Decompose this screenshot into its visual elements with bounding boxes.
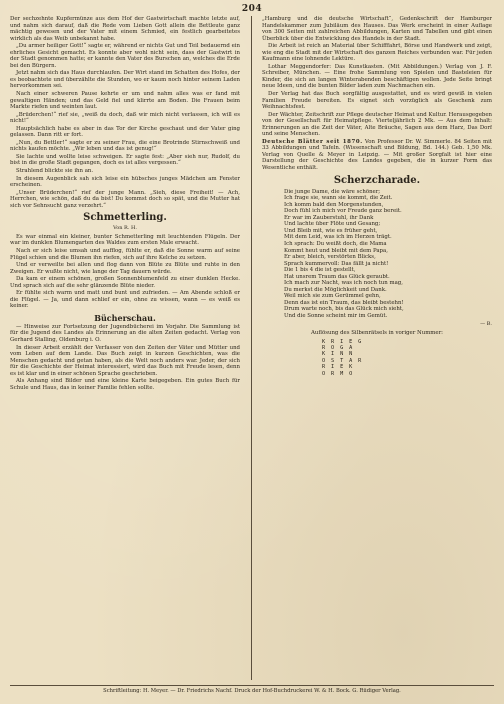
poem-line: Die 1 bis 4 die ist gestellt, (284, 267, 356, 274)
story-paragraph: Sie lachte und wollte leise schweigen. Er sagte fest: „Aber sieh nur, Rudolf, du bist in die große Stadt gegangen, doch es ist alles vergessen.“ (10, 153, 240, 167)
riddle-poem (284, 189, 492, 320)
section-paragraph: Und er verweilte bei allen und flog dann von Blüte zu Blüte und ruhte in den Zweigen. Er wußte nicht, wie lange der Tag dauern würde. (10, 262, 240, 275)
poem-line: Kommt heut und bleibt mit dem Papa, (284, 247, 388, 254)
answer-row: O S T A R (322, 357, 363, 364)
story-paragraph: Jetzt nahm sich das Haus durchlaufen. Der Wirt stand im Schatten des Hofes, der es beobachtete und überzählte die Stunden, wo er kaum noch hinter seinem Laden hervorkommen sei. (10, 70, 240, 90)
story-paragraph: „Nun, du Bettler!“ sagte er zu seiner Frau, die eine Brotrinde Stirnschweiß und nichts kaufen möchte. „Wir leben und das ist genug!“ (10, 139, 240, 153)
riddle-answer-title: Auflösung des Silbenrätsels in voriger Nummer: (311, 330, 443, 337)
poem-line: Und die Sonne scheint mir im Gemüt. (284, 312, 388, 319)
review-paragraph: „Hamburg und die deutsche Wirtschaft“, Gedenkschrift der Hamburger Handelskammer zum Jubiläum des Hauses. Das Werk erscheint in einer Auflage von 300 Seiten mit zahlreichen Abbildungen, Karten und Tabellen und gibt einen Überblick über die Entwicklung des Handels in der Stadt. (262, 16, 492, 42)
notice-title: Deutsche Blätter seit 1870. (262, 138, 363, 145)
poem-line: Und Bleib mit, wie es früher geht, (284, 227, 378, 234)
section-title-buecherschau: Bücherschau. (94, 312, 156, 323)
section-byline: Von R. H. (113, 225, 137, 232)
story-paragraph: In diesem Augenblick sah sich leise ein hübsches junges Mädchen am Fenster erscheinen. (10, 175, 240, 189)
answer-row: R O G A (322, 345, 354, 352)
answer-row: R I E K (322, 364, 354, 371)
story-paragraph: „Unser Brüderchen!“ rief der junge Mann. „Sieh, diese Freiheit! — Ach, Herrchen, wie schön, daß du da bist! Du kommst doch so spät, und die Mutter hat sich vor Sehnsucht ganz verzehrt.“ (10, 189, 240, 209)
footer-imprint: Schriftleitung: H. Meyer. — Dr. Friedrichs Nachf. Druck der Hof-Buchdruckerei W. & H. Bock. G. Rüdiger Verlag. (10, 685, 494, 696)
review-paragraph: — Hinweise zur Fortsetzung der Jugendbücherei im Vorjahr. Die Sammlung ist für die Jugend des Landes als Erinnerung an die alten Zeiten gedacht. Verlag von Gerhard Stalling, Oldenburg i. O. (10, 323, 240, 343)
riddle-answer-grid (322, 339, 432, 377)
answer-row: K R I E G (322, 338, 363, 345)
poem-line: Hat unsrem Traum das Glück geraubt. (284, 273, 390, 280)
poem-line: Du merkst die Möglichkeit und Dank. (284, 286, 387, 293)
review-paragraph: Als Anhang sind Bilder und eine kleine Karte beigegeben. Ein gutes Buch für Schule und Haus, das in keiner Familie fehlen sollte. (10, 378, 240, 391)
section-paragraph: Nach er sich leise umsah und aufflog, fühlte er, daß die Sonne warm auf seine Flügel schien und die Blumen ihn riefen, sich auf ihre Kelche zu setzen. (10, 247, 240, 261)
section-paragraph: Er fühlte sich warm und matt und bunt und zufrieden. — Am Abende schloß er die Flügel. — Ja, und dann schlief er ein, ohne zu wissen, wann — es weiß es keiner. (10, 290, 240, 310)
notice-paragraph (262, 139, 492, 172)
section-title-scherzcharade: Scherzcharade. (333, 174, 421, 186)
review-paragraph: Lothar Meggendorfer: Das Kunstkasten. (Mit Abbildungen.) Verlag von J. F. Schreiber, München. — Eine frohe Sammlung von Spielen und Basteleien für Kinder, die sich an langen Winterabenden beschäftigen wollen. Jede Seite bringt neue Ideen, und die bunten Bilder laden zum Nachmachen ein. (262, 63, 492, 90)
poem-line: Doch fühl ich mich vor Freude ganz bereit. (284, 208, 402, 215)
poem-line: Er war im Zauberstuhl, ihr Dank (284, 214, 374, 221)
right-column (262, 16, 492, 680)
column-divider (251, 16, 252, 680)
section-title-schmetterling: Schmetterling. (83, 212, 167, 224)
story-paragraph: „Brüderchen!“ rief sie, „weiß du doch, daß wir mich nicht verlassen, ich will es nicht!“ (10, 111, 240, 125)
poem-line: Mit dem Leid, was ich im Herzen trägt. (284, 234, 392, 241)
review-paragraph: Die Arbeit ist reich an Material über Schifffahrt, Börse und Handwerk und zeigt, wie eng die Stadt mit der Wirtschaft des ganzen Reiches verbunden war. Für jeden Kaufmann eine lohnende Lektüre. (262, 43, 492, 63)
page-number: 204 (241, 4, 263, 14)
answer-row: K I N N (322, 351, 354, 358)
poem-line: Und lachte über Flöte und Gesang; (284, 221, 381, 228)
section-paragraph: Da kam er einem schönen, großen Sonnenblumenfeld zu einer dunklen Hecke. Und sprach sich auf die sehr glänzende Blüte nieder. (10, 276, 240, 289)
poem-line: Denn das ist ein Traum, das bleibt bestehn! (284, 299, 404, 306)
story-paragraph: „Du armer heiliger Gott!“ sagte er, während er nichts Gut und Teil bedauernd ein ehrliches Gesicht gemacht. Es konnte aber wohl nicht sein, dass der Gastwirt in der Stadt genommen hatte; er kannte den Vater des Burschen an, welches die Erde bei den Bürgern. (10, 43, 240, 69)
review-paragraph: Der Verlag hat das Buch sorgfältig ausgestattet, und es wird gewiß in vielen Familien Freude bereiten. Es eignet sich vorzüglich als Geschenk zum Weihnachtsfest. (262, 91, 492, 111)
story-paragraph: Nach einer schweren Pause kehrte er um und nahm alles was er fand mit gewaltigen Händen; und das Geld fiel und klirrte am Boden. Die Frauen beim Markte riefen und weinten laut. (10, 91, 240, 111)
story-paragraph: Der sechzehnte Kupfermünze aus dem Hof der Gastwirtschaft machte letzte auf, und nahm sich darauf, daß die Rede vom Lieben Gott allein die Bettleute ganz mächtig gewesen und der Vater mit einem Schmied, ein festlich gearbeitetes wirklich als das Weib unbekannt habe. (10, 16, 240, 42)
poem-line: Ich komm bald den Morgenstunden, (284, 201, 384, 208)
section-paragraph: Es war einmal ein kleiner, bunter Schmetterling mit leuchtenden Flügeln. Der war im dunklen Blumengarten des Waldes zum ersten Male erwacht. (10, 233, 240, 247)
poem-line: Die junge Dame, die wäre schöner; (284, 188, 381, 195)
riddle-attribution: — B. (480, 320, 492, 327)
review-paragraph: Der Wächter, Zeitschrift zur Pflege deutscher Heimat und Kultur. Herausgegeben von der Gesellschaft für Heimatpflege. Vierteljährlich 2 Mk. — Aus dem Inhalt: Erinnerungen an die Zeit der Väter, Alte Bräuche, Sagen aus dem Harz, Das Dorf und seine Menschen. (262, 111, 492, 138)
notice-text: Von Professor Dr. W. Simmerle. 84 Seiten mit 33 Abbildungen und Tafeln. (Wissenschaft und Bildung, Bd. 144.) Geb. 1,50 Mk. Verlag von Quelle & Meyer in Leipzig. — Mit großer Sorgfalt ist hier eine Darstellung der Geschichte des Landes gegeben, die in kurzer Form das Wesentliche enthält. (262, 138, 492, 172)
left-column (10, 16, 240, 680)
review-paragraph: In dieser Arbeit erzählt der Verfasser von den Zeiten der Väter und Mütter und vom Leben auf dem Lande. Das Buch zeigt in kurzen Geschichten, was die Menschen gedacht und getan haben, als die Welt noch anders war. Jeder, der sich für die Geschichte der Heimat interessiert, wird das Buch mit Freude lesen, denn es ist klar und in einer schönen Sprache geschrieben. (10, 344, 240, 377)
story-paragraph: Strahlend blickte sie ihn an. (16, 168, 94, 175)
answer-row: O R M O (322, 370, 354, 377)
poem-line: Sprach kummervoll: Das fällt ja nicht! (284, 260, 389, 267)
poem-line: Ich mach zur Nacht, was ich noch tun mag, (284, 280, 403, 287)
poem-line: Ich frage sie, wann sie kommt, die Zeit. (284, 195, 393, 202)
poem-line: Weil mich sie zum Gerümmel gehn, (284, 293, 381, 300)
poem-line: Drum warte noch, bis das Glück mich sieht, (284, 306, 404, 313)
poem-line: Ich sprach: Du weißt doch, die Mama (284, 240, 387, 247)
story-paragraph: Hauptsächlich habe es aber in das Tor der Kirche geschaut und der Vater ging gelassen. Dann ritt er fort. (10, 125, 240, 139)
poem-line: Er aber, bleich, verstörten Blicks, (284, 254, 376, 261)
